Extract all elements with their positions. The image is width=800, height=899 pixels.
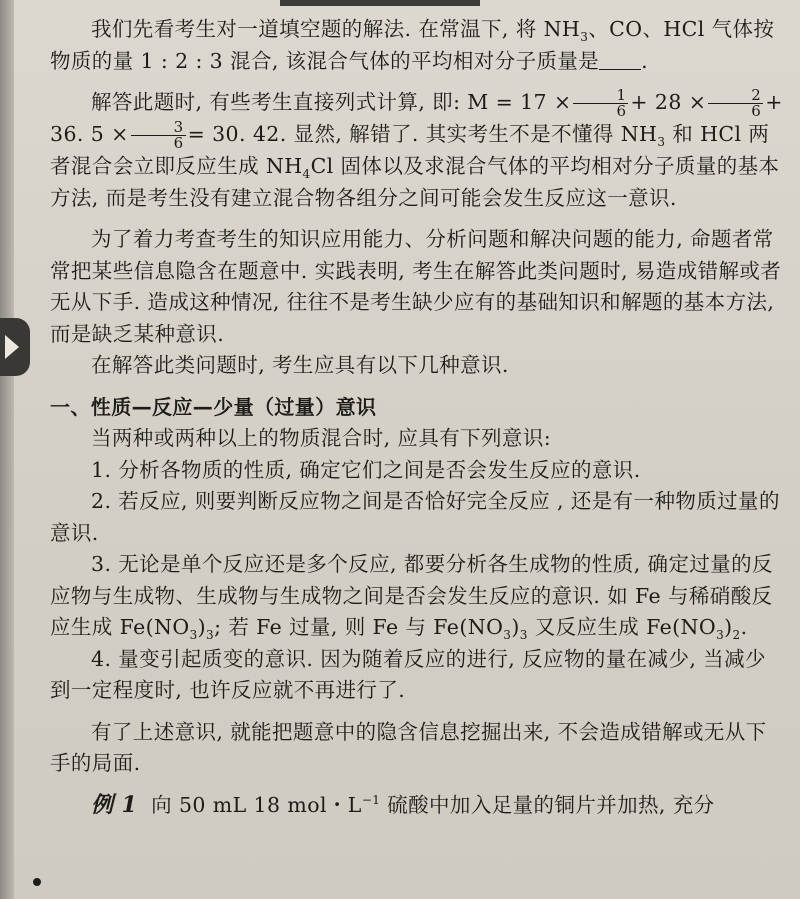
list-item-1: 1. 分析各物质的性质, 确定它们之间是否会发生反应的意识. [91,457,641,482]
list-item-2: 2. 若反应, 则要判断反应物之间是否恰好完全反应 , 还是有一种物质过量的意识. [50,489,780,545]
paragraph-conclusion: 有了上述意识, 就能把题意中的隐含信息挖掘出来, 不会造成错解或无从下手的局面. [50,719,767,775]
page-tab-arrow-icon [0,318,30,376]
answer-blank [599,49,641,70]
fraction: $\frac{3}{6}$ [131,120,186,151]
fraction: $\frac{2}{6}$ [708,88,763,119]
paragraph-analysis: 解答此题时, 有些考生直接列式计算, 即: M = 17 × $\frac{1}{6}$ + 28 × $\frac{2}{6}$ + 36. 5 × $\frac{3}{6}$ = 30. 42. 显然, 解错了. 其实考生不是不懂得 $NH_3$ 和 HCl 两者混合会立即反应生成 $NH_4Cl$ 固体以及求混合气体的平均相对分子质量的基本方法, 而是考生没有建立混合物各组分之间可能会发生反应这一意识. [50,86,783,210]
bullet-dot-icon [33,878,41,886]
paragraph-purpose: 为了着力考查考生的知识应用能力、分析问题和解决问题的能力, 命题者常常把某些信息隐含在题意中. 实践表明, 考生在解答此类问题时, 易造成错解或者无从下手. 造成这种情况, 往往不是考生缺少应有的基础知识和解题的基本方法, 而是缺乏某种意识. [50,227,782,346]
page-content [50,14,785,821]
header-rule [280,0,480,6]
book-spine [0,0,14,899]
paragraph-list-intro: 在解答此类问题时, 考生应具有以下几种意识. [91,353,509,377]
example-question: 例 1 向 50 mL 18 mol・$L^{-1}$ 硫酸中加入足量的铜片并加热, 充分 [91,791,715,818]
fraction: $\frac{1}{6}$ [573,88,628,119]
list-item-3: 3. 无论是单个反应还是多个反应, 都要分析各生成物的性质, 确定过量的反应物与生成物、生成物与生成物之间是否会发生反应的意识. 如 Fe 与稀硝酸反应生成 $Fe(NO_3)_3$; 若 Fe 过量, 则 Fe 与 $Fe(NO_3)_3$ 又反应生成 $Fe(NO_3)_2$. [50,552,773,643]
example-label: 例 1 [91,791,138,818]
paragraph-condition: 当两种或两种以上的物质混合时, 应具有下列意识: [91,426,552,450]
list-item-4: 4. 量变引起质变的意识. 因为随着反应的进行, 反应物的量在减少, 当减少到一定程度时, 也许反应就不再进行了. [50,646,766,702]
paragraph-intro: 我们先看考生对一道填空题的解法. 在常温下, 将 $NH_3$、CO、HCl 气体按物质的量 1 : 2 : 3 混合, 该混合气体的平均相对分子质量是 . [50,17,775,73]
section-heading: 一、性质—反应—少量（过量）意识 [50,394,377,419]
